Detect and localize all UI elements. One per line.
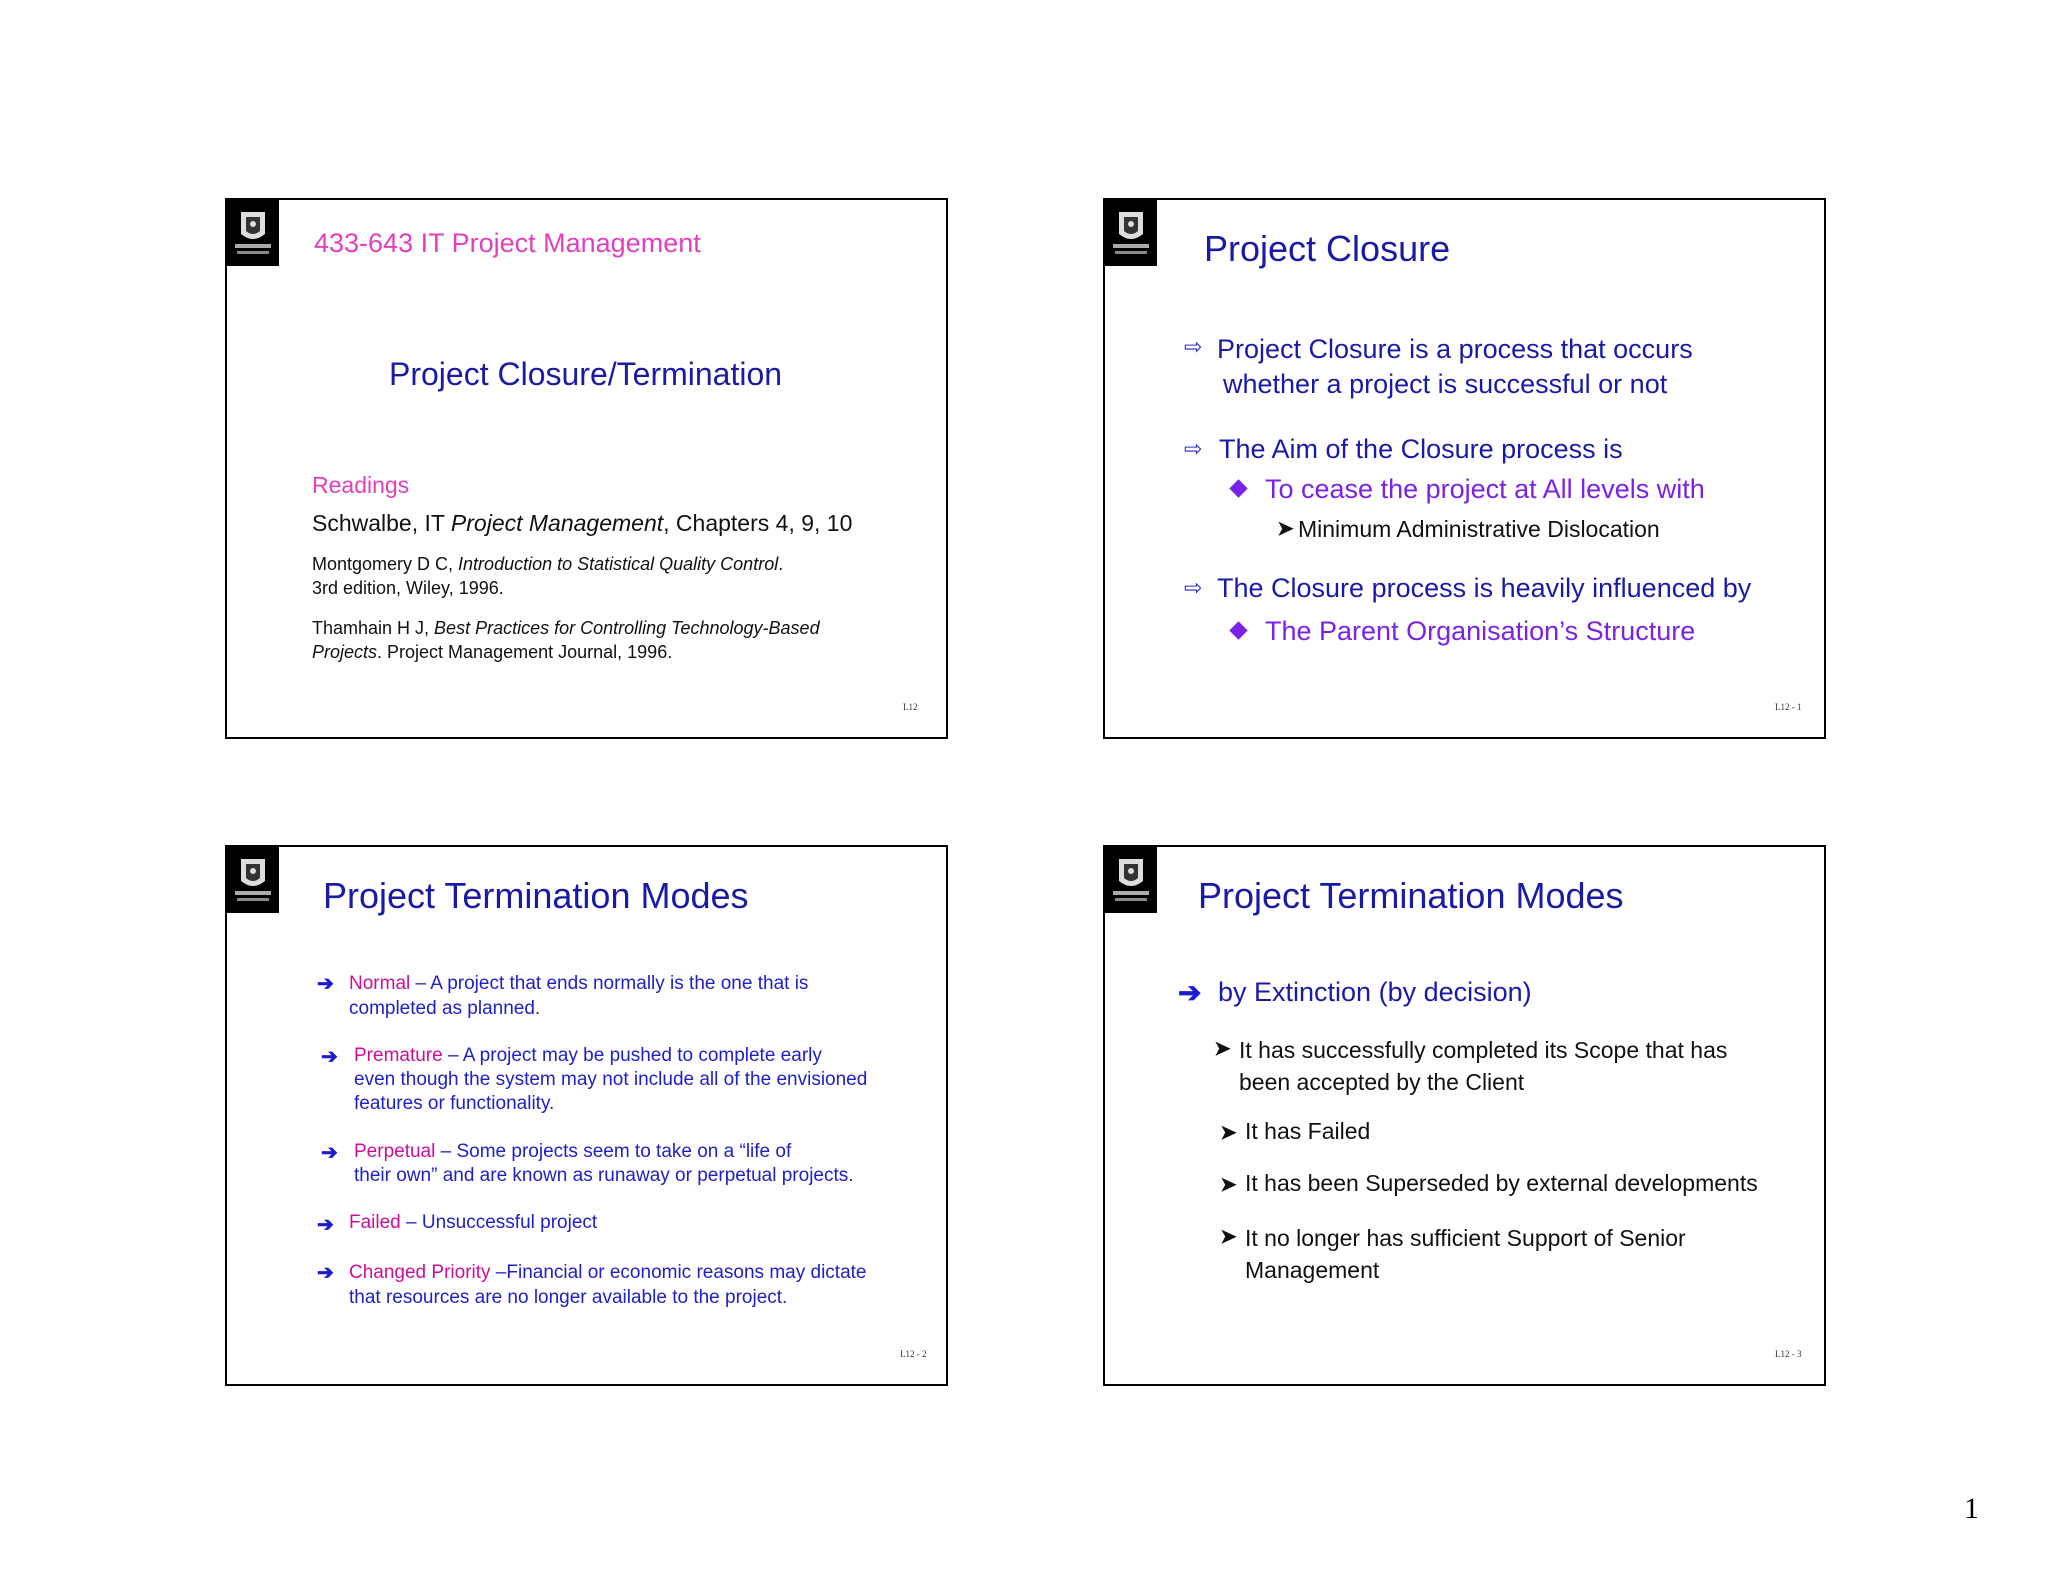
mode-term: Perpetual bbox=[354, 1141, 436, 1162]
slide-1 bbox=[225, 198, 948, 739]
slide-title: Project Termination Modes bbox=[323, 875, 749, 916]
sub-bullet-support bbox=[1245, 1222, 1686, 1286]
bullet-extinction: by Extinction (by decision) bbox=[1218, 977, 1532, 1007]
chevron-bullet-icon: ➤ bbox=[1220, 1174, 1237, 1196]
mode-normal bbox=[349, 971, 808, 1021]
ref-text: , Chapters 4, 9, 10 bbox=[663, 510, 853, 536]
slide-3 bbox=[225, 845, 948, 1386]
chevron-bullet-icon: ➤ bbox=[1220, 1122, 1237, 1144]
arrow-bullet-icon: ➔ bbox=[317, 1214, 334, 1236]
chevron-bullet-icon: ➤ bbox=[1220, 1226, 1237, 1248]
mode-desc: completed as planned. bbox=[349, 998, 541, 1019]
ref-italic: Best Practices for Controlling Technology-Based bbox=[434, 618, 820, 638]
readings-label: Readings bbox=[312, 472, 410, 498]
bullet-text: Project Closure is a process that occurs bbox=[1217, 334, 1693, 364]
mode-desc: – Some projects seem to take on a “life of bbox=[435, 1141, 792, 1162]
university-crest-logo bbox=[227, 200, 279, 266]
bullet-closure-process bbox=[1217, 332, 1693, 402]
sub-bullet-text: been accepted by the Client bbox=[1239, 1069, 1525, 1095]
slide-title: Project Closure bbox=[1204, 228, 1451, 269]
slide-footer: L12 - 2 bbox=[900, 1349, 927, 1359]
slide-footer: L12 - 3 bbox=[1775, 1349, 1802, 1359]
ref-text: . bbox=[778, 554, 784, 574]
sub-bullet-text: It has successfully completed its Scope that has bbox=[1239, 1037, 1728, 1063]
reference-montgomery bbox=[312, 552, 783, 600]
slide-footer: L12 - 1 bbox=[1775, 702, 1802, 712]
sub-bullet-text: It no longer has sufficient Support of Senior bbox=[1245, 1225, 1686, 1251]
mode-failed bbox=[349, 1212, 597, 1234]
mode-desc: features or functionality. bbox=[354, 1093, 555, 1114]
mode-desc: their own” and are known as runaway or perpetual projects. bbox=[354, 1165, 854, 1186]
mode-term: Premature bbox=[354, 1045, 443, 1066]
page-number: 1 bbox=[1964, 1492, 1979, 1525]
ref-text: . Project Management Journal, 1996. bbox=[377, 642, 673, 662]
chevron-bullet-icon: ➤ bbox=[1277, 518, 1294, 540]
sub-sub-bullet-dislocation: Minimum Administrative Dislocation bbox=[1298, 516, 1660, 542]
diamond-bullet-icon bbox=[1232, 624, 1245, 642]
mode-term: Normal bbox=[349, 973, 411, 994]
ref-text: 3rd edition, Wiley, 1996. bbox=[312, 578, 504, 598]
arrow-bullet-icon: ➔ bbox=[1178, 977, 1202, 1008]
mode-premature bbox=[354, 1044, 867, 1116]
university-crest-logo bbox=[1105, 847, 1157, 913]
bullet-text: whether a project is successful or not bbox=[1223, 369, 1668, 399]
mode-desc: – A project may be pushed to complete early bbox=[442, 1045, 822, 1066]
hollow-arrow-icon: ⇨ bbox=[1184, 575, 1203, 600]
ref-text: Thamhain H J, bbox=[312, 618, 435, 638]
mode-desc: – A project that ends normally is the one that is bbox=[410, 973, 809, 994]
ref-italic: Introduction to Statistical Quality Control bbox=[458, 554, 779, 574]
reference-schwalbe bbox=[312, 510, 852, 537]
university-crest-logo bbox=[227, 847, 279, 913]
sub-bullet-failed: It has Failed bbox=[1245, 1118, 1371, 1144]
arrow-bullet-icon: ➔ bbox=[321, 1142, 338, 1164]
mode-term: Changed Priority bbox=[349, 1262, 491, 1283]
mode-desc: – Unsuccessful project bbox=[400, 1212, 598, 1233]
mode-desc: –Financial or economic reasons may dictate bbox=[490, 1262, 867, 1283]
bullet-aim: The Aim of the Closure process is bbox=[1219, 434, 1623, 464]
mode-term: Failed bbox=[349, 1212, 401, 1233]
university-crest-logo bbox=[1105, 200, 1157, 266]
ref-text: Montgomery D C, bbox=[312, 554, 459, 574]
chevron-bullet-icon: ➤ bbox=[1214, 1038, 1231, 1060]
ref-italic: Projects bbox=[312, 642, 378, 662]
course-title: 433-643 IT Project Management bbox=[314, 228, 701, 258]
arrow-bullet-icon: ➔ bbox=[321, 1046, 338, 1068]
mode-desc: even though the system may not include all of the envisioned bbox=[354, 1069, 868, 1090]
arrow-bullet-icon: ➔ bbox=[317, 1262, 334, 1284]
mode-perpetual bbox=[354, 1140, 854, 1188]
bullet-influenced: The Closure process is heavily influenced by bbox=[1217, 573, 1752, 603]
slide-footer: L12 bbox=[903, 702, 918, 712]
sub-bullet-cease: To cease the project at All levels with bbox=[1265, 474, 1705, 504]
ref-text: Schwalbe, IT bbox=[312, 510, 451, 536]
sub-bullet-parent-org: The Parent Organisation’s Structure bbox=[1265, 616, 1696, 646]
mode-changed-priority bbox=[349, 1260, 867, 1310]
reference-thamhain bbox=[312, 616, 820, 664]
ref-italic: Project Management bbox=[450, 510, 664, 536]
arrow-bullet-icon: ➔ bbox=[317, 973, 334, 995]
mode-desc: that resources are no longer available to the project. bbox=[349, 1287, 788, 1308]
sub-bullet-completed bbox=[1239, 1034, 1727, 1098]
slide-4 bbox=[1103, 845, 1826, 1386]
sub-bullet-text: Management bbox=[1245, 1257, 1380, 1283]
hollow-arrow-icon: ⇨ bbox=[1184, 436, 1203, 461]
sub-bullet-superseded: It has been Superseded by external developments bbox=[1245, 1170, 1758, 1196]
slide-title: Project Termination Modes bbox=[1198, 875, 1624, 916]
slide-2 bbox=[1103, 198, 1826, 739]
diamond-bullet-icon bbox=[1232, 482, 1245, 500]
slide-title: Project Closure/Termination bbox=[389, 356, 783, 392]
hollow-arrow-icon: ⇨ bbox=[1184, 334, 1203, 359]
